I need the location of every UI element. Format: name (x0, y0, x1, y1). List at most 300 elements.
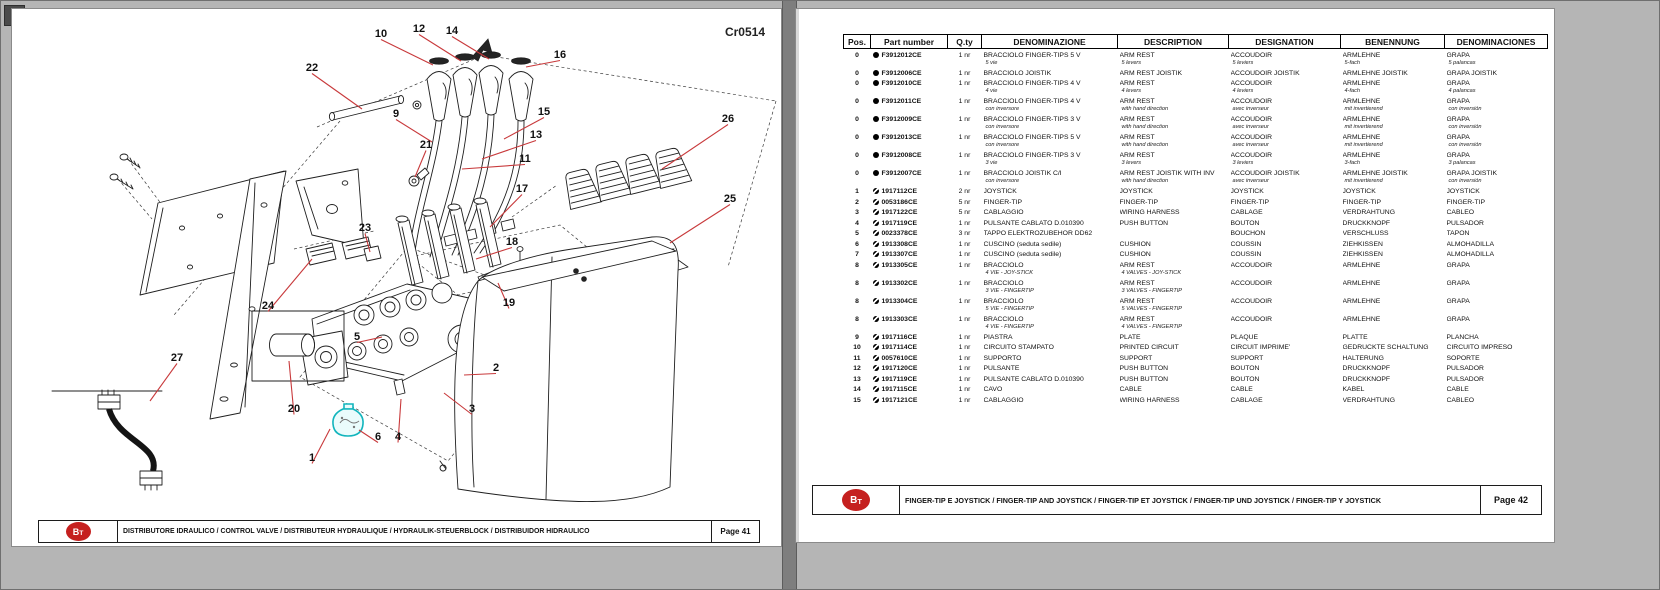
description-cell: ACCOUDOIR avec inverseur (1230, 116, 1273, 130)
table-row (844, 331, 1548, 342)
description-cell: CABLE (1119, 386, 1142, 393)
description-cell: KABEL (1342, 386, 1365, 393)
dot-slashed-icon (873, 280, 879, 286)
qty-cell: 1 nr (958, 116, 971, 123)
dot-slashed-icon (873, 188, 879, 194)
dot-slashed-icon (873, 386, 879, 392)
description-cell: BRACCIOLO FINGER-TIPS 3 V 3 vie (983, 152, 1081, 166)
qty-cell: 1 nr (958, 69, 971, 77)
callout-number: 10 (374, 28, 388, 40)
qty-cell: 2 nr (958, 188, 971, 195)
pos-cell: 10 (853, 344, 861, 351)
table-row (844, 67, 1548, 78)
description-cell: CIRCUITO STAMPATO (983, 344, 1054, 351)
dot-slashed-icon (873, 334, 879, 340)
right-footer-logo-cell (813, 486, 900, 514)
callout-number: 17 (515, 183, 529, 195)
description-cell: PUSH BUTTON (1119, 375, 1169, 383)
part-number-cell: 1917114CE (871, 342, 948, 353)
table-row (844, 277, 1548, 295)
dot-filled-icon (873, 70, 879, 76)
description-cell: DRUCKKNOPF (1342, 365, 1391, 372)
table-row (844, 186, 1548, 197)
description-cell: BRACCIOLO FINGER-TIPS 4 V 4 vie (983, 80, 1081, 94)
dot-slashed-icon (873, 397, 879, 403)
bt-logo-icon: B T (842, 489, 870, 511)
description-cell: GRAPA JOISTIK (1446, 69, 1497, 77)
description-cell: BRACCIOLO 4 VIE - FINGERTIP (983, 315, 1034, 330)
part-number-cell: F3912007CE (871, 168, 948, 186)
callout-number: 22 (305, 62, 319, 74)
description-cell: ACCOUDOIR 4 leviers (1230, 80, 1273, 94)
description-cell: ARMLEHNE mit invertierend (1342, 116, 1383, 130)
dot-filled-icon (873, 170, 879, 176)
table-row (844, 78, 1548, 96)
table-row (844, 168, 1548, 186)
description-cell: CIRCUIT IMPRIME' (1230, 344, 1291, 351)
description-cell: CUSHION (1119, 251, 1151, 258)
description-cell: ACCOUDOIR (1230, 261, 1273, 269)
description-cell: FINGER-TIP (1342, 198, 1382, 206)
part-number-cell: 0053186CE (871, 196, 948, 207)
description-cell: CABLEO (1446, 209, 1475, 216)
qty-cell: 5 nr (958, 198, 971, 206)
description-cell: ARM REST 4 VALVES - FINGERTIP (1119, 315, 1183, 330)
description-cell: COUSSIN (1230, 251, 1262, 258)
callout-number: 25 (723, 193, 737, 205)
description-cell: FINGER-TIP (1446, 198, 1486, 206)
pos-cell: 8 (855, 297, 859, 305)
qty-cell: 1 nr (958, 386, 971, 393)
col-header-denominazione: DENOMINAZIONE (982, 35, 1118, 49)
qty-cell: 1 nr (958, 261, 971, 269)
description-cell: BRACCIOLO JOISTIK (983, 69, 1052, 77)
description-cell: PULSADOR (1446, 375, 1484, 383)
dot-filled-icon (873, 52, 879, 58)
description-cell: TAPPO ELEKTROZUBEHOR DD62 (983, 230, 1093, 237)
table-row (844, 217, 1548, 228)
dot-slashed-icon (873, 199, 879, 205)
pos-cell: 0 (855, 152, 859, 159)
description-cell: PLANCHA (1446, 333, 1479, 341)
qty-cell: 1 nr (958, 375, 971, 383)
description-cell: DRUCKKNOPF (1342, 375, 1391, 383)
description-cell: PULSANTE CABLATO D.010390 (983, 219, 1084, 227)
left-page-number: Page 41 (711, 521, 759, 542)
description-cell: GRAPA 4 palancas (1446, 80, 1476, 94)
right-footer-title: FINGER-TIP E JOYSTICK / FINGER-TIP AND JOYSTICK / FINGER-TIP ET JOYSTICK / FINGER-TIP UND JOYSTICK / FINGER-TIP Y JOYSTICK (905, 495, 1382, 505)
qty-cell: 1 nr (958, 240, 971, 248)
qty-cell: 1 nr (958, 80, 971, 87)
description-cell: GRAPA con inversión (1446, 134, 1482, 148)
description-cell: JOYSTICK (1119, 188, 1153, 195)
callout-leader-line (381, 40, 433, 66)
table-row (844, 207, 1548, 218)
description-cell: CABLE (1230, 386, 1253, 393)
description-cell: BRACCIOLO 5 VIE - FINGERTIP (983, 297, 1034, 312)
description-cell: ARMLEHNE mit invertierend (1342, 134, 1383, 148)
table-row (844, 384, 1548, 395)
callout-number: 1 (308, 452, 316, 464)
description-cell: ARMLEHNE 3-fach (1342, 152, 1381, 166)
qty-cell: 1 nr (958, 134, 971, 141)
table-header-row (844, 35, 1548, 49)
description-cell: CABLAGGIO (983, 209, 1024, 216)
part-number-cell: F3912008CE (871, 150, 948, 168)
parts-table-body (844, 49, 1548, 405)
part-number-cell: F3912011CE (871, 96, 948, 114)
description-cell: ARMLEHNE mit invertierend (1342, 98, 1383, 112)
description-cell: SUPPORTO (983, 354, 1022, 362)
part-number-cell: 1917112CE (871, 186, 948, 197)
table-row (844, 96, 1548, 114)
pos-cell: 15 (853, 396, 861, 404)
pos-cell: 8 (855, 315, 859, 323)
description-cell: GRAPA 5 palancas (1446, 51, 1476, 66)
part-number-cell: 1917119CE (871, 217, 948, 228)
description-cell: PRINTED CIRCUIT (1119, 344, 1179, 351)
description-cell: BOUTON (1230, 375, 1260, 383)
qty-cell: 1 nr (958, 333, 971, 341)
left-footer-title: DISTRIBUTORE IDRAULICO / CONTROL VALVE / DISTRIBUTEUR HYDRAULIQUE / HYDRAULIK-STEUERBLOCK / DISTRIBUIDOR HIDRAULICO (123, 528, 590, 535)
callout-number: 27 (170, 352, 184, 364)
description-cell: TAPON (1446, 230, 1470, 237)
table-row (844, 150, 1548, 168)
qty-cell: 1 nr (958, 396, 971, 404)
pos-cell: 0 (855, 170, 859, 177)
description-cell: CABLAGE (1230, 209, 1263, 216)
col-header-designation: DESIGNATION (1229, 35, 1341, 49)
col-header-part-number: Part number (871, 35, 948, 49)
description-cell: ARMLEHNE (1342, 297, 1381, 305)
pos-cell: 0 (855, 98, 859, 105)
description-cell: PIASTRA (983, 333, 1013, 341)
callout-number: 12 (412, 23, 426, 35)
table-row (844, 394, 1548, 405)
callout-number: 19 (502, 297, 516, 309)
pos-cell: 6 (855, 240, 859, 248)
part-number-cell: F3912012CE (871, 49, 948, 68)
table-row (844, 132, 1548, 150)
description-cell: ARM REST 4 levers (1119, 80, 1155, 94)
description-cell: VERSCHLUSS (1342, 230, 1389, 237)
description-cell: ARM REST 4 VALVES - JOY-STICK (1119, 261, 1182, 276)
description-cell: PUSH BUTTON (1119, 365, 1169, 372)
description-cell: ACCOUDOIR (1230, 315, 1273, 323)
pos-cell: 3 (855, 209, 859, 216)
right-page-number: Page 42 (1480, 486, 1541, 514)
description-cell: VERDRAHTUNG (1342, 209, 1395, 216)
description-cell: ACCOUDOIR 5 leviers (1230, 51, 1273, 66)
description-cell: CAVO (983, 386, 1003, 393)
callout-number: 5 (353, 331, 361, 343)
part-number-cell: F3912010CE (871, 78, 948, 96)
description-cell: FINGER-TIP (1119, 198, 1159, 206)
dot-slashed-icon (873, 251, 879, 257)
description-cell: ARMLEHNE JOISTIK mit invertierend (1342, 170, 1408, 184)
qty-cell: 1 nr (958, 219, 971, 227)
dot-slashed-icon (873, 355, 879, 361)
drawing-code: Cr0514 (724, 25, 765, 39)
qty-cell: 1 nr (958, 297, 971, 305)
part-number-cell: 1913305CE (871, 259, 948, 277)
dot-slashed-icon (873, 365, 879, 371)
callout-leader-line (312, 74, 362, 110)
description-cell: CABLEO (1446, 396, 1475, 404)
table-row (844, 342, 1548, 353)
description-cell: ARM REST JOISTIK WITH INV with hand direction (1119, 170, 1215, 184)
description-cell: GRAPA (1446, 279, 1470, 287)
table-row (844, 313, 1548, 331)
part-number-cell: 1917122CE (871, 207, 948, 218)
description-cell: ACCOUDOIR avec inverseur (1230, 134, 1273, 148)
callout-number: 16 (553, 49, 567, 61)
dot-slashed-icon (873, 344, 879, 350)
description-cell: SOPORTE (1446, 354, 1480, 362)
part-number-cell: 1917121CE (871, 394, 948, 405)
pos-cell: 14 (853, 386, 861, 393)
callout-leader-line (150, 364, 177, 402)
description-cell: GRAPA con inversión (1446, 116, 1482, 130)
description-cell: ZIEHKISSEN (1342, 251, 1383, 258)
pos-cell: 8 (855, 279, 859, 287)
description-cell: GRAPA con inversión (1446, 98, 1482, 112)
dot-filled-icon (873, 152, 879, 158)
table-row (844, 295, 1548, 313)
callout-number: 4 (394, 431, 402, 443)
qty-cell: 1 nr (958, 344, 971, 351)
description-cell: ARM REST JOISTIK (1119, 69, 1183, 77)
description-cell: PLAQUE (1230, 333, 1259, 341)
dot-slashed-icon (873, 230, 879, 236)
callout-number: 23 (358, 222, 372, 234)
description-cell: ARM REST 3 levers (1119, 152, 1155, 166)
description-cell: ACCOUDOIR 3 leviers (1230, 152, 1273, 166)
qty-cell: 5 nr (958, 209, 971, 216)
pos-cell: 0 (855, 51, 859, 59)
part-number-cell: 1917115CE (871, 384, 948, 395)
callout-leader-line (662, 125, 728, 170)
callout-number: 3 (468, 403, 476, 415)
pos-cell: 5 (855, 230, 859, 237)
part-number-cell: F3912006CE (871, 67, 948, 78)
description-cell: ACCOUDOIR (1230, 297, 1273, 305)
description-cell: JOYSTICK (1342, 188, 1376, 195)
description-cell: ARMLEHNE JOISTIK (1342, 69, 1408, 77)
description-cell: BOUTON (1230, 365, 1260, 372)
diagram-page (11, 8, 782, 547)
description-cell: ZIEHKISSEN (1342, 240, 1383, 248)
pos-cell: 0 (855, 69, 859, 77)
description-cell: CABLE (1446, 386, 1469, 393)
description-cell: WIRING HARNESS (1119, 209, 1180, 216)
description-cell: BRACCIOLO 4 VIE - JOY-STICK (983, 261, 1033, 276)
description-cell: ARM REST with hand direction (1119, 98, 1169, 112)
part-number-cell: 0057610CE (871, 352, 948, 363)
part-number-cell: F3912009CE (871, 114, 948, 132)
pos-cell: 4 (855, 219, 859, 227)
description-cell: ACCOUDOIR JOISTIK avec inverseur (1230, 170, 1300, 184)
description-cell: CIRCUITO IMPRESO (1446, 344, 1513, 351)
dot-slashed-icon (873, 209, 879, 215)
description-cell: SUPPORT (1230, 354, 1264, 362)
description-cell: PLATTE (1342, 333, 1368, 341)
col-header-benennung: BENENNUNG (1341, 35, 1445, 49)
col-header-denominaciones: DENOMINACIONES (1445, 35, 1548, 49)
description-cell: ACCOUDOIR (1230, 279, 1273, 287)
callout-number: 15 (537, 106, 551, 118)
description-cell: ARM REST 3 VALVES - FINGERTIP (1119, 279, 1183, 294)
callout-leader-line (526, 61, 560, 68)
description-cell: GRAPA (1446, 261, 1470, 269)
dot-slashed-icon (873, 298, 879, 304)
description-cell: PULSADOR (1446, 365, 1484, 372)
dot-filled-icon (873, 80, 879, 86)
pos-cell: 12 (853, 365, 861, 372)
description-cell: CUSCINO (seduta sedile) (983, 240, 1062, 248)
part-number-cell: 1913302CE (871, 277, 948, 295)
description-cell: ARMLEHNE 5-fach (1342, 51, 1381, 66)
description-cell: CABLAGE (1230, 396, 1263, 404)
qty-cell: 1 nr (958, 98, 971, 105)
qty-cell: 1 nr (958, 365, 971, 372)
description-cell: PLATE (1119, 333, 1141, 341)
description-cell: GRAPA 3 palancas (1446, 152, 1476, 166)
qty-cell: 3 nr (958, 230, 971, 237)
part-number-cell: 0023378CE (871, 228, 948, 239)
table-row (844, 363, 1548, 374)
description-cell: COUSSIN (1230, 240, 1262, 248)
callout-number: 2 (492, 362, 500, 374)
pos-cell: 0 (855, 134, 859, 141)
description-cell: ARM REST 5 levers (1119, 51, 1155, 66)
table-row (844, 228, 1548, 239)
description-cell: GEDRUCKTE SCHALTUNG (1342, 344, 1429, 351)
table-row (844, 259, 1548, 277)
callout-number: 11 (519, 153, 531, 165)
table-row (844, 238, 1548, 249)
part-number-cell: 1913307CE (871, 249, 948, 260)
description-cell: SUPPORT (1119, 354, 1153, 362)
dot-slashed-icon (873, 316, 879, 322)
description-cell: VERDRAHTUNG (1342, 396, 1395, 404)
callout-number: 13 (529, 129, 543, 141)
description-cell: HALTERUNG (1342, 354, 1384, 362)
callout-number: 9 (392, 108, 400, 120)
table-row (844, 373, 1548, 384)
description-cell: BRACCIOLO FINGER-TIPS 5 V 5 vie (983, 51, 1081, 66)
callout-number: 20 (287, 403, 301, 415)
pos-cell: 9 (855, 333, 859, 341)
part-number-cell: 1917120CE (871, 363, 948, 374)
dot-filled-icon (873, 134, 879, 140)
exploded-diagram-illustration (12, 9, 783, 548)
callout-number: 6 (374, 431, 382, 443)
description-cell: BOUTON (1230, 219, 1260, 227)
description-cell: DRUCKKNOPF (1342, 219, 1391, 227)
table-row (844, 49, 1548, 68)
description-cell: BRACCIOLO FINGER-TIPS 5 V con inversore (983, 134, 1081, 148)
dot-slashed-icon (873, 241, 879, 247)
part-number-cell: F3912013CE (871, 132, 948, 150)
callout-number: 18 (505, 236, 519, 248)
description-cell: CABLAGGIO (983, 396, 1024, 404)
description-cell: FINGER-TIP (983, 198, 1023, 206)
description-cell: CUSCINO (seduta sedile) (983, 251, 1062, 258)
callout-leader-line (268, 259, 312, 312)
description-cell (1118, 228, 1229, 239)
description-cell: PULSANTE (983, 365, 1020, 372)
description-cell: ARM REST with hand direction (1119, 116, 1169, 130)
pos-cell: 2 (855, 198, 859, 206)
pos-cell: 1 (855, 188, 859, 195)
description-cell: BOUCHON (1230, 230, 1266, 237)
qty-cell: 1 nr (958, 315, 971, 323)
description-cell: ARM REST with hand direction (1119, 134, 1169, 148)
left-page-footer (38, 520, 760, 543)
part-number-cell: 1913308CE (871, 238, 948, 249)
qty-cell: 1 nr (958, 170, 971, 177)
description-cell: GRAPA JOISTIK con inversión (1446, 170, 1497, 184)
table-row (844, 196, 1548, 207)
description-cell: CUSHION (1119, 240, 1151, 248)
left-footer-logo-cell (39, 521, 118, 542)
part-number-cell: 1917119CE (871, 373, 948, 384)
pos-cell: 8 (855, 261, 859, 269)
description-cell: ARMLEHNE 4-fach (1342, 80, 1381, 94)
qty-cell: 1 nr (958, 152, 971, 159)
table-row (844, 249, 1548, 260)
part-number-cell: 1913304CE (871, 295, 948, 313)
callout-leader-line (462, 165, 525, 170)
col-header-description: DESCRIPTION (1118, 35, 1229, 49)
description-cell: ACCOUDOIR JOISTIK (1230, 69, 1300, 77)
part-number-cell: 1913303CE (871, 313, 948, 331)
description-cell: PULSANTE CABLATO D.010390 (983, 375, 1084, 383)
pos-cell: 11 (853, 354, 861, 362)
col-header-qty: Q.ty (948, 35, 982, 49)
pos-cell: 7 (855, 251, 859, 258)
description-cell: ARMLEHNE (1342, 315, 1381, 323)
description-cell: ARMLEHNE (1342, 279, 1381, 287)
pos-cell: 0 (855, 116, 859, 123)
dot-slashed-icon (873, 220, 879, 226)
callout-number: 21 (419, 139, 433, 151)
right-page-footer (812, 485, 1542, 515)
qty-cell: 1 nr (958, 51, 971, 59)
table-row (844, 114, 1548, 132)
description-cell: ARMLEHNE (1342, 261, 1381, 269)
col-header-pos: Pos. (844, 35, 871, 49)
description-cell: ARM REST 5 VALVES - FINGERTIP (1119, 297, 1183, 312)
callout-number: 26 (721, 113, 735, 125)
description-cell: WIRING HARNESS (1119, 396, 1180, 404)
description-cell: ACCOUDOIR avec inverseur (1230, 98, 1273, 112)
dot-filled-icon (873, 98, 879, 104)
parts-table (843, 34, 1548, 405)
description-cell: ALMOHADILLA (1446, 251, 1495, 258)
description-cell: BRACCIOLO FINGER-TIPS 3 V con inversore (983, 116, 1081, 130)
dot-slashed-icon (873, 262, 879, 268)
description-cell: JOYSTICK (1230, 188, 1264, 195)
callout-leader-line (670, 205, 730, 244)
qty-cell: 1 nr (958, 279, 971, 287)
description-cell: JOYSTICK (1446, 188, 1480, 195)
dot-slashed-icon (873, 376, 879, 382)
qty-cell: 1 nr (958, 354, 971, 362)
description-cell: ALMOHADILLA (1446, 240, 1495, 248)
bt-logo-icon: B T (66, 522, 91, 541)
